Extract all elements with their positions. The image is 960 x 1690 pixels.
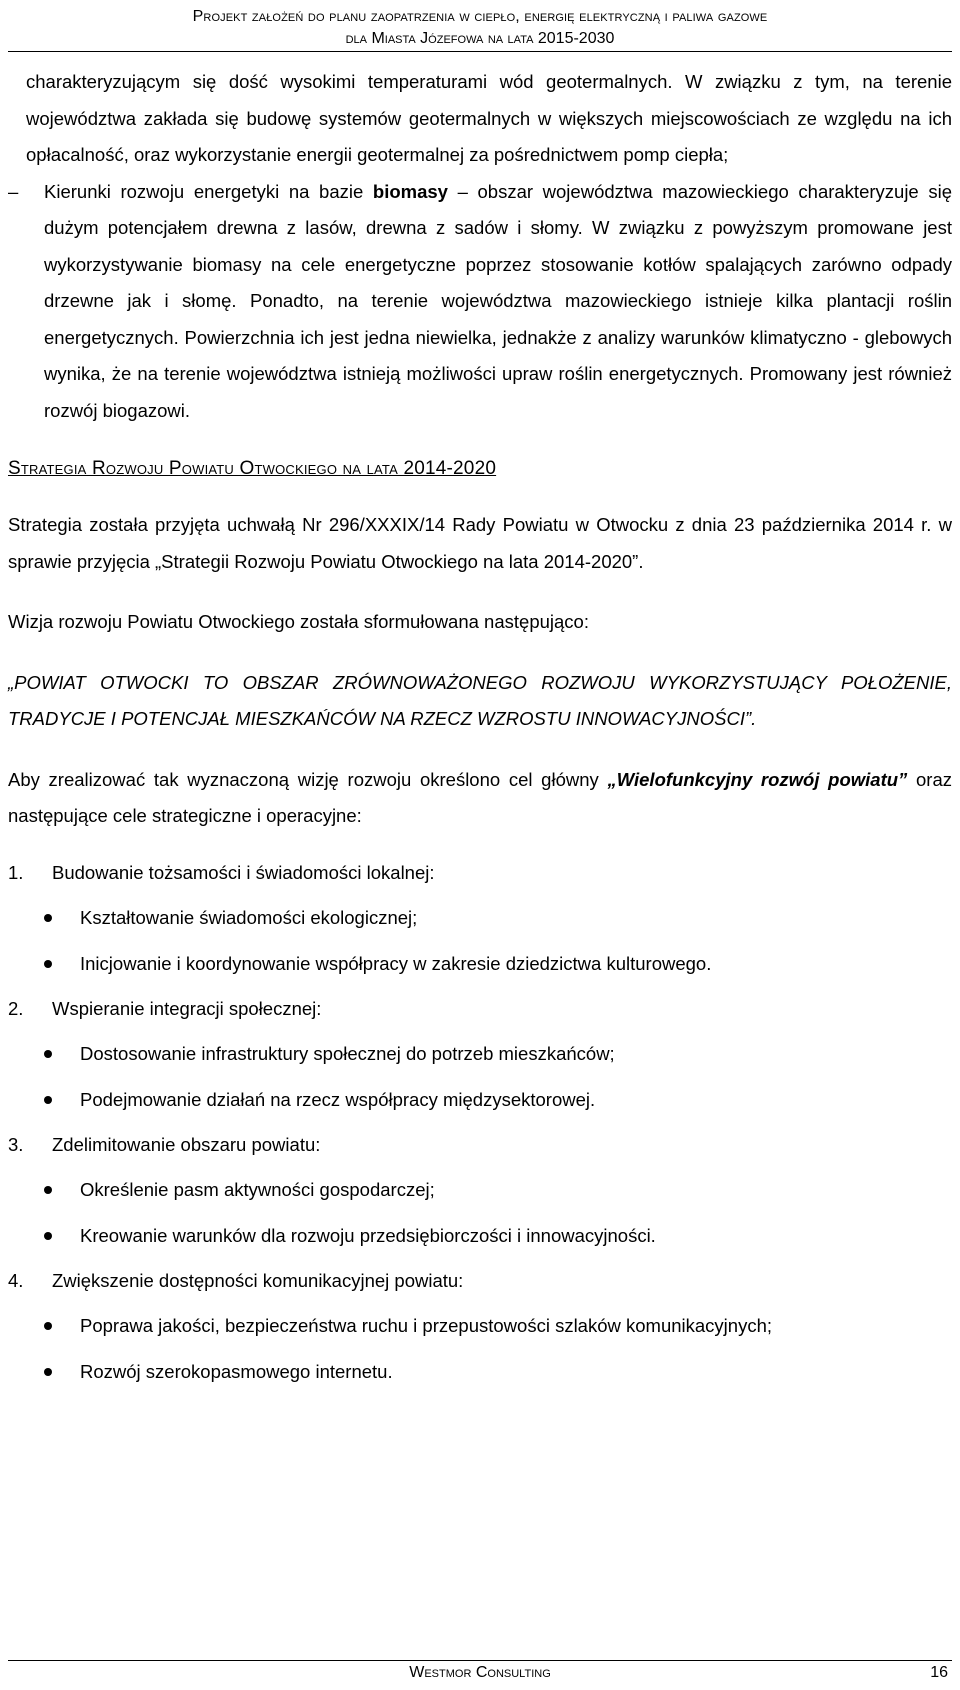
bullet-icon — [44, 1368, 52, 1376]
page-number: 16 — [930, 1664, 948, 1681]
paragraph-geothermal — [8, 64, 952, 174]
objective-text: Podejmowanie działań na rzecz współpracy międzysektorowej. — [80, 1088, 596, 1110]
objective-item — [8, 1213, 952, 1259]
objective-item — [8, 1077, 952, 1123]
paragraph-text: Kierunki rozwoju energetyki na bazie — [44, 180, 373, 202]
objective-item — [8, 895, 952, 941]
header-subtitle: dla Miasta Józefowa na lata 2015-2030 — [345, 30, 615, 47]
objective-text: Inicjowanie i koordynowanie współpracy w zakresie dziedzictwa kulturowego. — [80, 952, 712, 974]
objective-text: Poprawa jakości, bezpieczeństwa ruchu i przepustowości szlaków komunikacyjnych; — [80, 1314, 773, 1336]
bullet-icon — [44, 1050, 52, 1058]
paragraph-resolution: Strategia została przyjęta uchwałą Nr 296/XXXIX/14 Rady Powiatu w Otwocku z dnia 23 października 2014 r. w sprawie przyjęcia „Strategii Rozwoju Powiatu Otwockiego na lata 2014-2020”. — [8, 514, 952, 572]
objective-text: Kształtowanie świadomości ekologicznej; — [80, 906, 418, 928]
vision-statement: „POWIAT OTWOCKI TO OBSZAR ZRÓWNOWAŻONEGO ROZWOJU WYKORZYSTUJĄCY POŁOŻENIE, TRADYCJE I POTENCJAŁ MIESZKAŃCÓW NA RZECZ WZROSTU INNOWACYJNOŚCI”. — [8, 671, 952, 729]
objective-text: Określenie pasm aktywności gospodarczej; — [80, 1178, 435, 1200]
objective-item — [8, 1303, 952, 1349]
goal-item — [8, 1123, 952, 1167]
bullet-icon — [44, 1096, 52, 1104]
goal-number: 3. — [8, 1133, 24, 1155]
goal-title: Zwiększenie dostępności komunikacyjnej powiatu: — [52, 1269, 464, 1291]
objective-text: Rozwój szerokopasmowego internetu. — [80, 1360, 393, 1382]
footer-divider — [8, 1660, 952, 1661]
footer-brand: Westmor Consulting — [409, 1664, 551, 1681]
bullet-icon — [44, 960, 52, 968]
bullet-icon — [44, 1232, 52, 1240]
goal-title: Wspieranie integracji społecznej: — [52, 997, 322, 1019]
goal-title: Zdelimitowanie obszaru powiatu: — [52, 1133, 321, 1155]
objective-item — [8, 941, 952, 987]
goal-number: 4. — [8, 1269, 24, 1291]
paragraph-text: Aby zrealizować tak wyznaczoną wizję rozwoju określono cel główny — [8, 768, 608, 790]
goal-item — [8, 851, 952, 895]
paragraph-text: oraz następujące cele strategiczne i operacyjne: — [8, 768, 952, 826]
goal-number: 1. — [8, 861, 24, 883]
paragraph-vision-intro: Wizja rozwoju Powiatu Otwockiego została sformułowana następująco: — [8, 611, 589, 632]
goal-number: 2. — [8, 997, 24, 1019]
goal-item — [8, 1259, 952, 1303]
objective-text: Dostosowanie infrastruktury społecznej do potrzeb mieszkańców; — [80, 1042, 615, 1064]
paragraph-text: – obszar województwa mazowieckiego charakteryzuje się dużym potencjałem drewna z lasów, drewna z sadów i słomy. W związku z powyższym promowane jest wykorzystywanie biomasy na cele energetyczne poprzez stosowanie kotłów spalających zarówno odpady drzewne jak i słomę. Ponadto, na terenie województwa mazowieckiego istnieje kilka plantacji roślin energetycznych. Powierzchnia ich jest jedna niewielka, jednakże z analizy warunków klimatyczno - glebowych wynika, że na terenie województwa istnieją możliwości upraw roślin energetycznych. Promowany jest również rozwój biogazowi. — [44, 180, 952, 421]
section-heading: Strategia Rozwoju Powiatu Otwockiego na lata 2014-2020 — [8, 458, 497, 479]
bullet-icon — [44, 1186, 52, 1194]
paragraph-biomass — [8, 174, 952, 430]
main-goal: „Wielofunkcyjny rozwój powiatu” — [607, 768, 908, 790]
dash-bullet: – — [8, 180, 19, 202]
goal-item — [8, 987, 952, 1031]
paragraph-main-goal — [8, 762, 952, 835]
objective-text: Kreowanie warunków dla rozwoju przedsiębiorczości i innowacyjności. — [80, 1224, 656, 1246]
objective-item — [8, 1167, 952, 1213]
page-header — [0, 0, 960, 58]
goals-list — [8, 851, 952, 1395]
biomass-term: biomasy — [372, 180, 448, 202]
bullet-icon — [44, 1322, 52, 1330]
header-title: Projekt założeń do planu zaopatrzenia w ciepło, energię elektryczną i paliwa gazowe — [192, 8, 768, 25]
page-content — [8, 64, 952, 1395]
bullet-icon — [44, 914, 52, 922]
goal-title: Budowanie tożsamości i świadomości lokalnej: — [52, 861, 435, 883]
objective-item — [8, 1031, 952, 1077]
paragraph-text: charakteryzującym się dość wysokimi temperaturami wód geotermalnych. W związku z tym, na terenie województwa zakłada się budowę systemów geotermalnych w większych miejscowościach ze względu na ich opłacalność, oraz wykorzystanie energii geotermalnej za pośrednictwem pomp ciepła; — [26, 71, 952, 165]
header-divider — [8, 51, 952, 52]
objective-item — [8, 1349, 952, 1395]
